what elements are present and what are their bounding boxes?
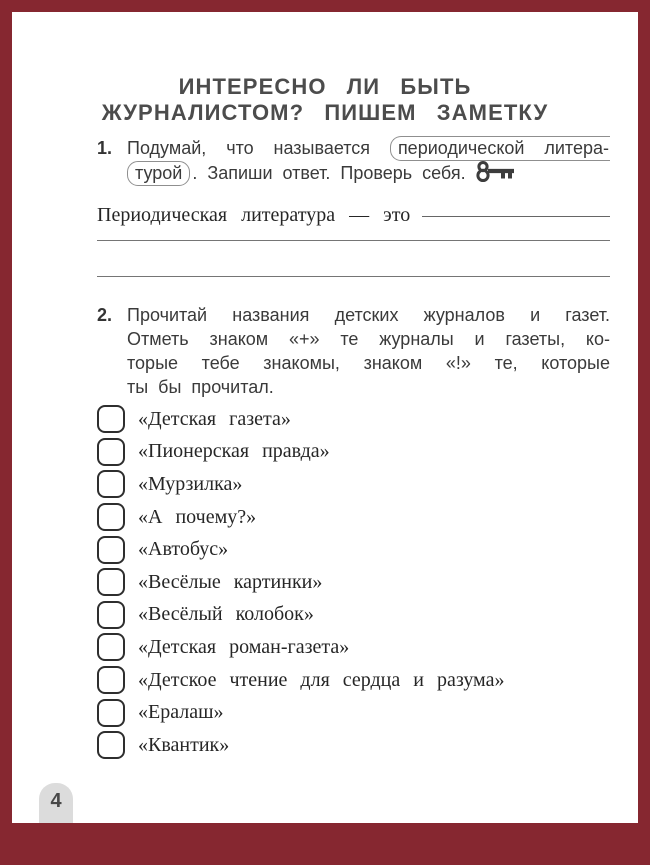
page-title-line1: ИНТЕРЕСНО ЛИ БЫТЬ: [178, 74, 472, 99]
checkbox[interactable]: [97, 470, 125, 498]
magazine-title: «Мурзилка»: [138, 472, 243, 495]
magazine-checklist: [97, 403, 610, 762]
magazine-title: «Весёлые картинки»: [138, 570, 323, 593]
task-2-line3: торые тебе знакомы, знаком «!» те, которые: [127, 353, 610, 373]
page-title-line2: ЖУРНАЛИСТОМ? ПИШЕМ ЗАМЕТКУ: [101, 100, 549, 125]
answer-write-line-1[interactable]: [97, 228, 610, 241]
answer-prompt-row: [97, 202, 610, 228]
task-2-line4: ты бы прочитал.: [127, 377, 274, 397]
answer-write-line-start[interactable]: [422, 216, 610, 217]
answer-prompt: Периодическая литература — это: [97, 204, 411, 226]
magazine-title: «Автобус»: [138, 538, 229, 561]
page-number-tab: [39, 783, 73, 823]
task-2-number: 2.: [97, 305, 113, 325]
list-item: [97, 468, 610, 501]
checkbox[interactable]: [97, 601, 125, 629]
boxed-term-part2: турой: [127, 161, 190, 186]
magazine-title: «Детское чтение для сердца и разума»: [138, 668, 505, 691]
checkbox[interactable]: [97, 536, 125, 564]
checkbox[interactable]: [97, 666, 125, 694]
list-item: [97, 599, 610, 632]
task-1-line1: [127, 136, 610, 160]
magazine-title: «Пионерская правда»: [138, 440, 330, 463]
list-item: [97, 533, 610, 566]
checkbox[interactable]: [97, 731, 125, 759]
page-content: [12, 136, 638, 762]
page-number: 4: [50, 790, 62, 812]
magazine-title: «Детская роман-газета»: [138, 635, 350, 658]
magazine-title: «Весёлый колобок»: [138, 603, 314, 626]
list-item: [97, 436, 610, 469]
checkbox[interactable]: [97, 405, 125, 433]
magazine-title: «Детская газета»: [138, 407, 291, 430]
list-item: [97, 403, 610, 436]
list-item: [97, 729, 610, 762]
task-1-number: 1.: [97, 138, 113, 158]
checkbox[interactable]: [97, 568, 125, 596]
checkbox[interactable]: [97, 699, 125, 727]
key-icon: [474, 160, 516, 183]
task-1-text: Подумай, что называется: [127, 138, 371, 158]
list-item: [97, 664, 610, 697]
checkbox[interactable]: [97, 438, 125, 466]
task-2: [97, 303, 610, 399]
magazine-title: «Квантик»: [138, 733, 230, 756]
list-item: [97, 631, 610, 664]
list-item: [97, 696, 610, 729]
magazine-title: «Ералаш»: [138, 701, 224, 724]
task-1-text-continued: . Запиши ответ. Проверь себя.: [192, 163, 466, 183]
task-2-line1: Прочитай названия детских журналов и газет.: [127, 305, 610, 325]
magazine-title: «А почему?»: [138, 505, 257, 528]
task-1-line2: [127, 160, 610, 185]
checkbox[interactable]: [97, 503, 125, 531]
task-2-line2: Отметь знаком «+» те журналы и газеты, ко-: [127, 329, 610, 349]
checkbox[interactable]: [97, 633, 125, 661]
list-item: [97, 501, 610, 534]
page-title: [12, 74, 638, 126]
task-1: [97, 136, 610, 185]
list-item: [97, 566, 610, 599]
answer-write-line-2[interactable]: [97, 241, 610, 277]
boxed-term-part1: периодической литера-: [390, 136, 610, 161]
